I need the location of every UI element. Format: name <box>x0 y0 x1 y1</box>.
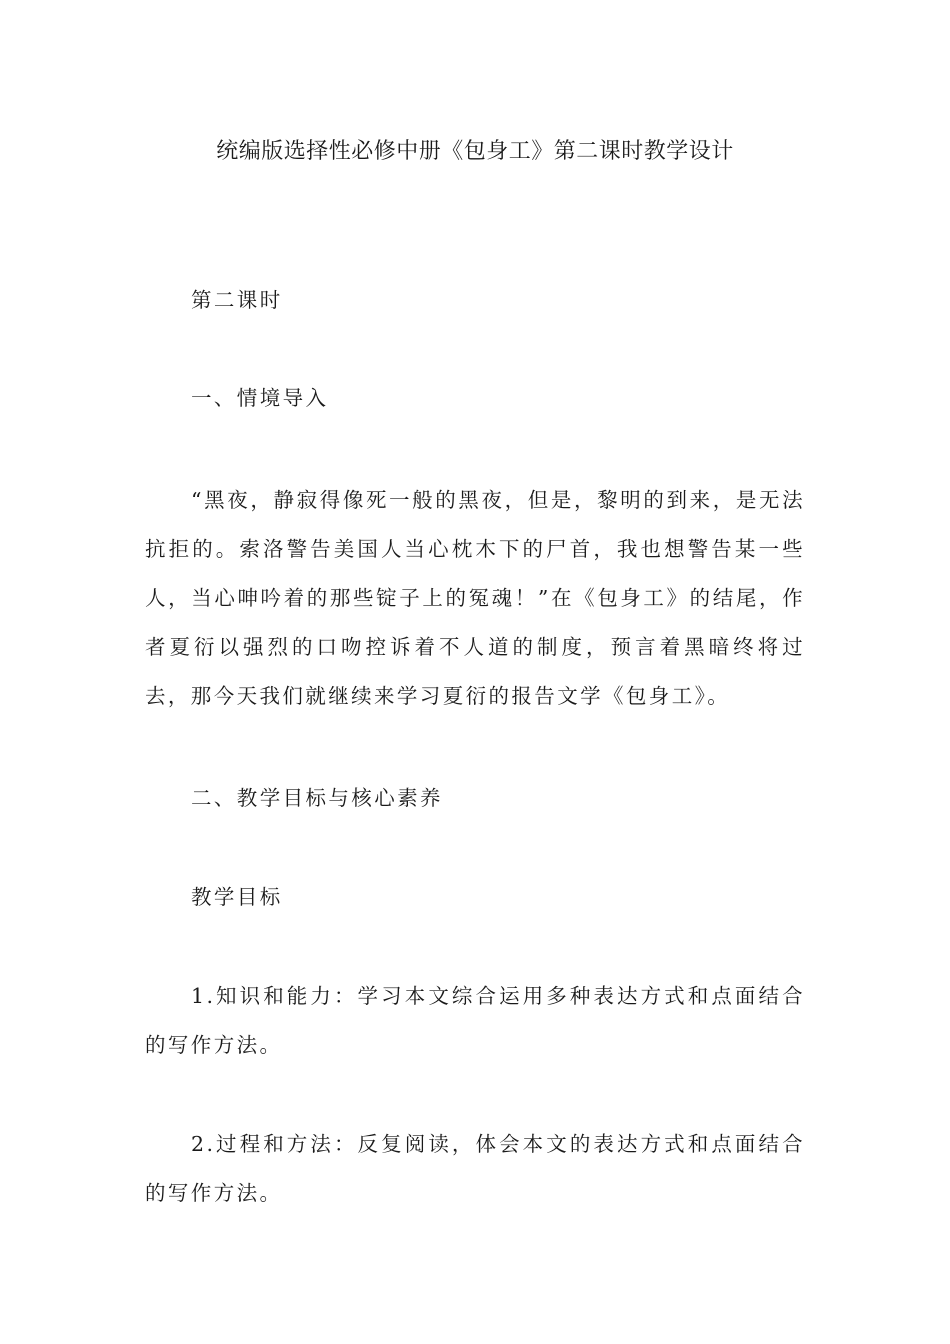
goal-item-1: 1.知识和能力：学习本文综合运用多种表达方式和点面结合的写作方法。 <box>145 984 805 1057</box>
goal-item-2: 2.过程和方法：反复阅读，体会本文的表达方式和点面结合的写作方法。 <box>145 1132 805 1205</box>
lesson-label: 第二课时 <box>191 288 283 312</box>
document-title: 统编版选择性必修中册《包身工》第二课时教学设计 <box>216 139 734 164</box>
section-heading-objectives: 二、教学目标与核心素养 <box>191 786 443 810</box>
section-heading-introduction: 一、情境导入 <box>191 386 329 410</box>
goals-heading: 教学目标 <box>191 885 283 909</box>
intro-paragraph: “黑夜，静寂得像死一般的黑夜，但是，黎明的到来，是无法抗拒的。索洛警告美国人当心枕木下的尸首，我也想警告某一些人，当心呻吟着的那些锭子上的冤魂！”在《包身工》的结尾，作者夏衍以强烈的口吻控诉着不人道的制度，预言着黑暗终将过去，那今天我们就继续来学习夏衍的报告文学《包身工》。 <box>145 488 805 708</box>
